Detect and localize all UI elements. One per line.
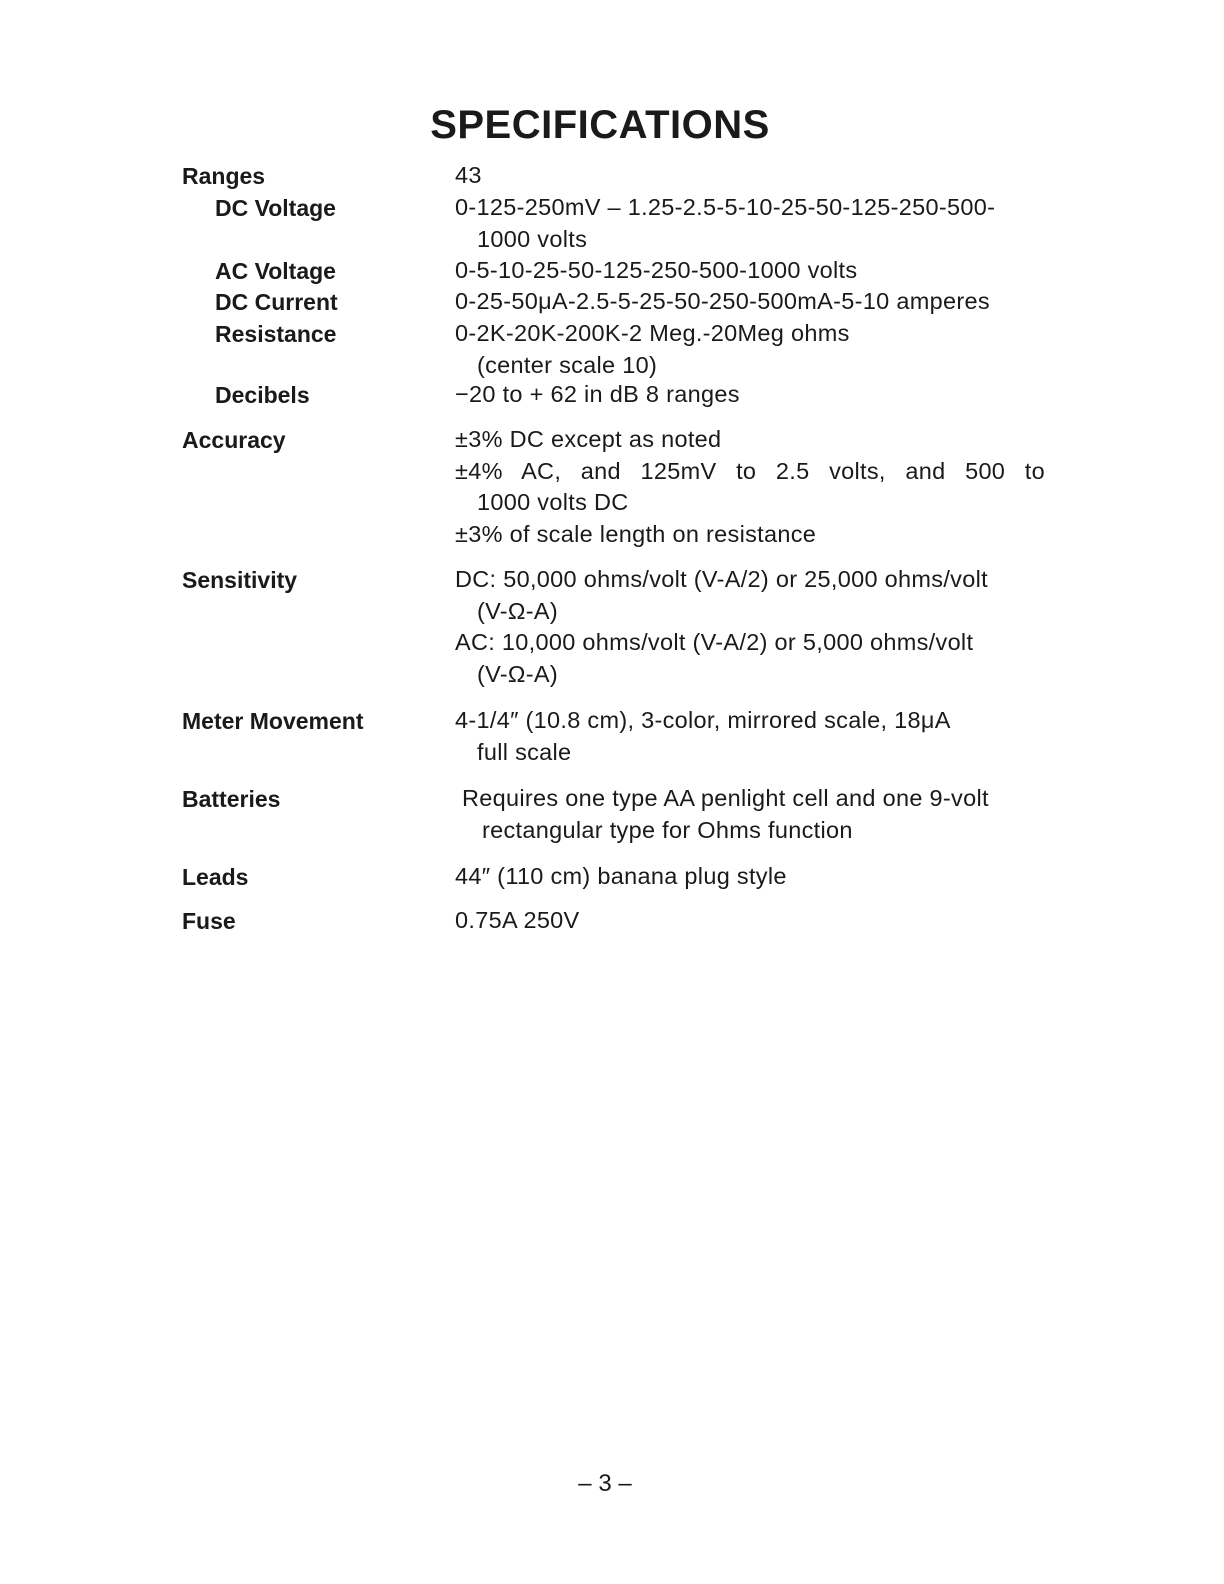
page-title: SPECIFICATIONS (430, 103, 770, 147)
spec-value: 0-125-250mV – 1.25-2.5-5-10-25-50-125-250-500- 1000 volts (455, 194, 996, 252)
spec-value: 43 (455, 162, 482, 188)
spec-label: AC Voltage (215, 258, 336, 284)
spec-value: 0-25-50μA-2.5-5-25-50-250-500mA-5-10 amperes (455, 288, 990, 314)
spec-label: Sensitivity (182, 567, 298, 593)
spec-value: 0-5-10-25-50-125-250-500-1000 volts (455, 257, 858, 283)
spec-value: 0.75A 250V (455, 907, 580, 933)
spec-label: Decibels (215, 382, 310, 408)
spec-label: Batteries (182, 786, 281, 812)
spec-label: Ranges (182, 163, 266, 189)
spec-value: 44″ (110 cm) banana plug style (455, 863, 787, 889)
spec-label: Resistance (215, 321, 337, 347)
spec-label: DC Voltage (215, 195, 336, 221)
spec-value: Requires one type AA penlight cell and one 9-volt rectangular type for Ohms function (462, 785, 989, 843)
spec-label: DC Current (215, 289, 338, 315)
spec-label: Leads (182, 864, 249, 890)
page-number: – 3 – (578, 1470, 632, 1497)
spec-label: Accuracy (182, 427, 286, 453)
spec-value: 0-2K-20K-200K-2 Meg.-20Meg ohms (center scale 10) (455, 320, 850, 378)
spec-value: −20 to + 62 in dB 8 ranges (455, 381, 740, 407)
spec-label: Fuse (182, 908, 236, 934)
spec-value: DC: 50,000 ohms/volt (V-A/2) or 25,000 ohms/volt (V-Ω-A) AC: 10,000 ohms/volt (V-A/2) or 5,000 ohms/volt (V-Ω-A) (455, 566, 988, 687)
spec-value: ±3% DC except as noted ±4% AC, and 125mV to 2.5 volts, and 500 to 1000 volts DC ±3% of scale length on resistance (455, 426, 1045, 547)
spec-value: 4-1/4″ (10.8 cm), 3-color, mirrored scale, 18μA full scale (455, 707, 951, 765)
spec-label: Meter Movement (182, 708, 364, 734)
